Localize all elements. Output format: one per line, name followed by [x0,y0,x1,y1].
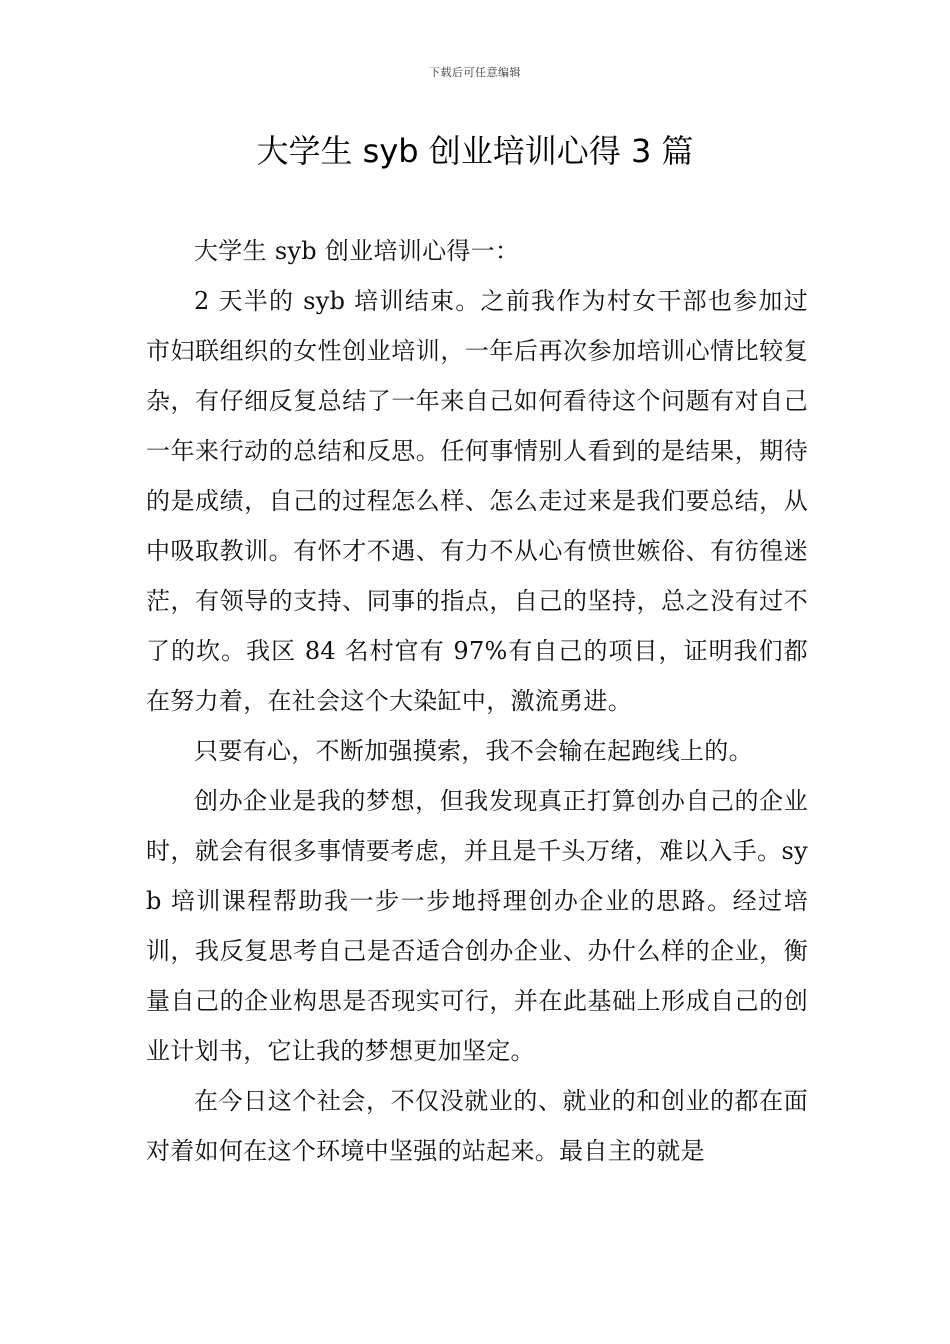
document-body [146,226,808,1176]
paragraph-4: 在今日这个社会，不仅没就业的、就业的和创业的都在面对着如何在这个环境中坚强的站起来。最自主的就是 [146,1087,808,1165]
paragraph-1: 2 天半的 syb 培训结束。之前我作为村女干部也参加过市妇联组织的女性创业培训，一年后再次参加培训心情比较复杂，有仔细反复总结了一年来自己如何看待这个问题有对自己一年来行动的总结和反思。任何事情别人看到的是结果，期待的是成绩，自己的过程怎么样、怎么走过来是我们要总结，从中吸取教训。有怀才不遇、有力不从心有愤世嫉俗、有彷徨迷茫，有领导的支持、同事的指点，自己的坚持，总之没有过不了的坎。我区 84 名村官有 97%有自己的项目，证明我们都在努力着，在社会这个大染缸中，激流勇进。 [146,287,808,715]
paragraph-subtitle: 大学生 syb 创业培训心得一： [194,237,520,265]
document-title: 大学生 syb 创业培训心得 3 篇 [256,132,694,170]
paragraph-3: 创办企业是我的梦想，但我发现真正打算创办自己的企业时，就会有很多事情要考虑，并且是千头万绪，难以入手。syb 培训课程帮助我一步一步地捋理创办企业的思路。经过培训，我反复思考自己是否适合创办企业、办什么样的企业，衡量自己的企业构思是否现实可行，并在此基础上形成自己的创业计划书，它让我的梦想更加坚定。 [146,787,808,1065]
paragraph-2: 只要有心，不断加强摸索，我不会输在起跑线上的。 [194,737,753,765]
header-note: 下载后可任意编辑 [429,66,521,79]
